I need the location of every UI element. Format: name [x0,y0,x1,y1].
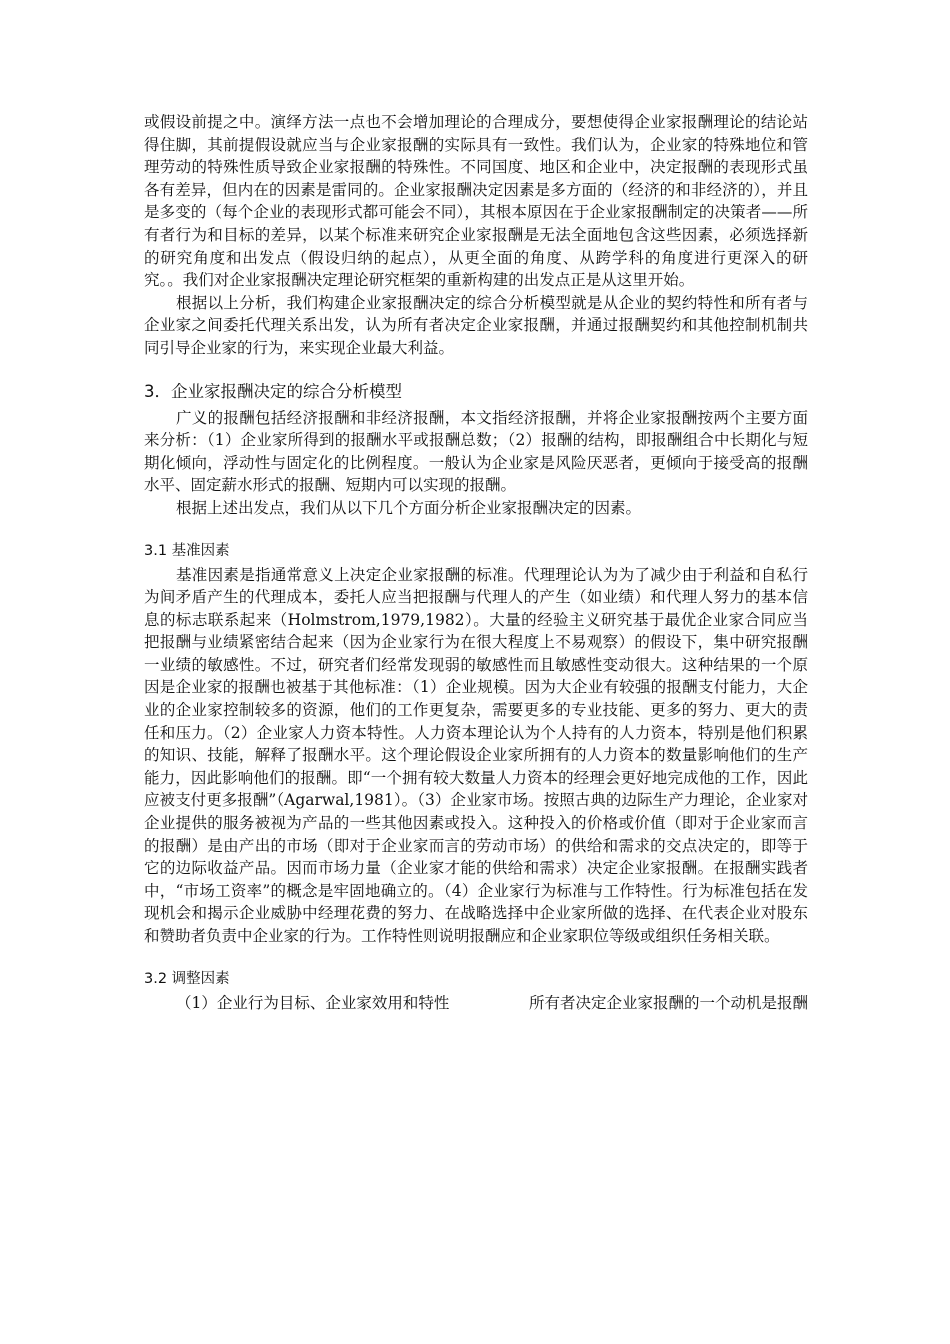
section-3-heading: 3．企业家报酬决定的综合分析模型 [144,381,402,401]
section-3-paragraph-2: 根据上述出发点，我们从以下几个方面分析企业家报酬决定的因素。 [176,498,642,517]
section-3-2-heading: 3.2 调整因素 [144,970,230,987]
section-3-paragraph-1: 广义的报酬包括经济报酬和非经济报酬，本文指经济报酬，并将企业家报酬按两个主要方面来分析：（1）企业家所得到的报酬水平或报酬总数；（2）报酬的结构，即报酬组合中长期化与短期化倾向，浮动性与固定化的比例程度。一般认为企业家是风险厌恶者，更倾向于接受高的报酬水平、固定薪水形式的报酬、短期内可以实现的报酬。 [144,408,808,495]
intro-paragraph-1: 或假设前提之中。演绎方法一点也不会增加理论的合理成分，要想使得企业家报酬理论的结论站得住脚，其前提假设就应当与企业家报酬的实际具有一致性。我们认为，企业家的特殊地位和管理劳动的特殊性质导致企业家报酬的特殊性。不同国度、地区和企业中，决定报酬的表现形式虽各有差异，但内在的因素是雷同的。企业家报酬决定因素是多方面的（经济的和非经济的），并且是多变的（每个企业的表现形式都可能会不同），其根本原因在于企业家报酬制定的决策者——所有者行为和目标的差异，以某个标准来研究企业家报酬是无法全面地包含这些因素，必须选择新的研究角度和出发点（假设归纳的起点），从更全面的角度、从跨学科的角度进行更深入的研究。。我们对企业家报酬决定理论研究框架的重新构建的出发点正是从这里开始。 [144,113,808,290]
section-3-2-first-line [144,992,808,1015]
section-3-2-text-start: 所有者决定企业家报酬的一个动机是报酬 [528,993,808,1012]
section-3-1-paragraph: 基准因素是指通常意义上决定企业家报酬的标准。代理理论认为为了减少由于利益和自私行为间矛盾产生的代理成本，委托人应当把报酬与代理人的产生（如业绩）和代理人努力的基本信息的标志联系起来（Holmstrom,1979,1982）。大量的经验主义研究基于最优企业家合同应当把报酬与业绩紧密结合起来（因为企业家行为在很大程度上不易观察）的假设下，集中研究报酬一业绩的敏感性。不过，研究者们经常发现弱的敏感性而且敏感性变动很大。这种结果的一个原因是企业家的报酬也被基于其他标准：（1）企业规模。因为大企业有较强的报酬支付能力，大企业的企业家控制较多的资源，他们的工作更复杂，需要更多的专业技能、更多的努力、更大的责任和压力。（2）企业家人力资本特性。人力资本理论认为个人持有的人力资本，特别是他们积累的知识、技能，解释了报酬水平。这个理论假设企业家所拥有的人力资本的数量影响他们的生产能力，因此影响他们的报酬。即“一个拥有较大数量人力资本的经理会更好地完成他的工作，因此应被支付更多报酬”（Agarwal,1981）。（3）企业家市场。按照古典的边际生产力理论，企业家对企业提供的服务被视为产品的一些其他因素或投入。这种投入的价格或价值（即对于企业家而言的报酬）是由产出的市场（即对于企业家而言的劳动市场）的供给和需求的交点决定的，即等于它的边际收益产品。因而市场力量（企业家才能的供给和需求）决定企业家报酬。在报酬实践者中，“市场工资率”的概念是牢固地确立的。（4）企业家行为标准与工作特性。行为标准包括在发现机会和揭示企业威胁中经理花费的努力、在战略选择中企业家所做的选择、在代表企业对股东和赞助者负责中企业家的行为。工作特性则说明报酬应和企业家职位等级或组织任务相关联。 [144,565,808,945]
section-3-2-subheading: （1）企业行为目标、企业家效用和特性 [176,993,450,1012]
section-3-1-heading: 3.1 基准因素 [144,542,230,559]
intro-paragraph-2: 根据以上分析，我们构建企业家报酬决定的综合分析模型就是从企业的契约特性和所有者与企业家之间委托代理关系出发，认为所有者决定企业家报酬，并通过报酬契约和其他控制机制共同引导企业家的行为，来实现企业最大利益。 [144,293,808,357]
document-body [144,111,808,1014]
